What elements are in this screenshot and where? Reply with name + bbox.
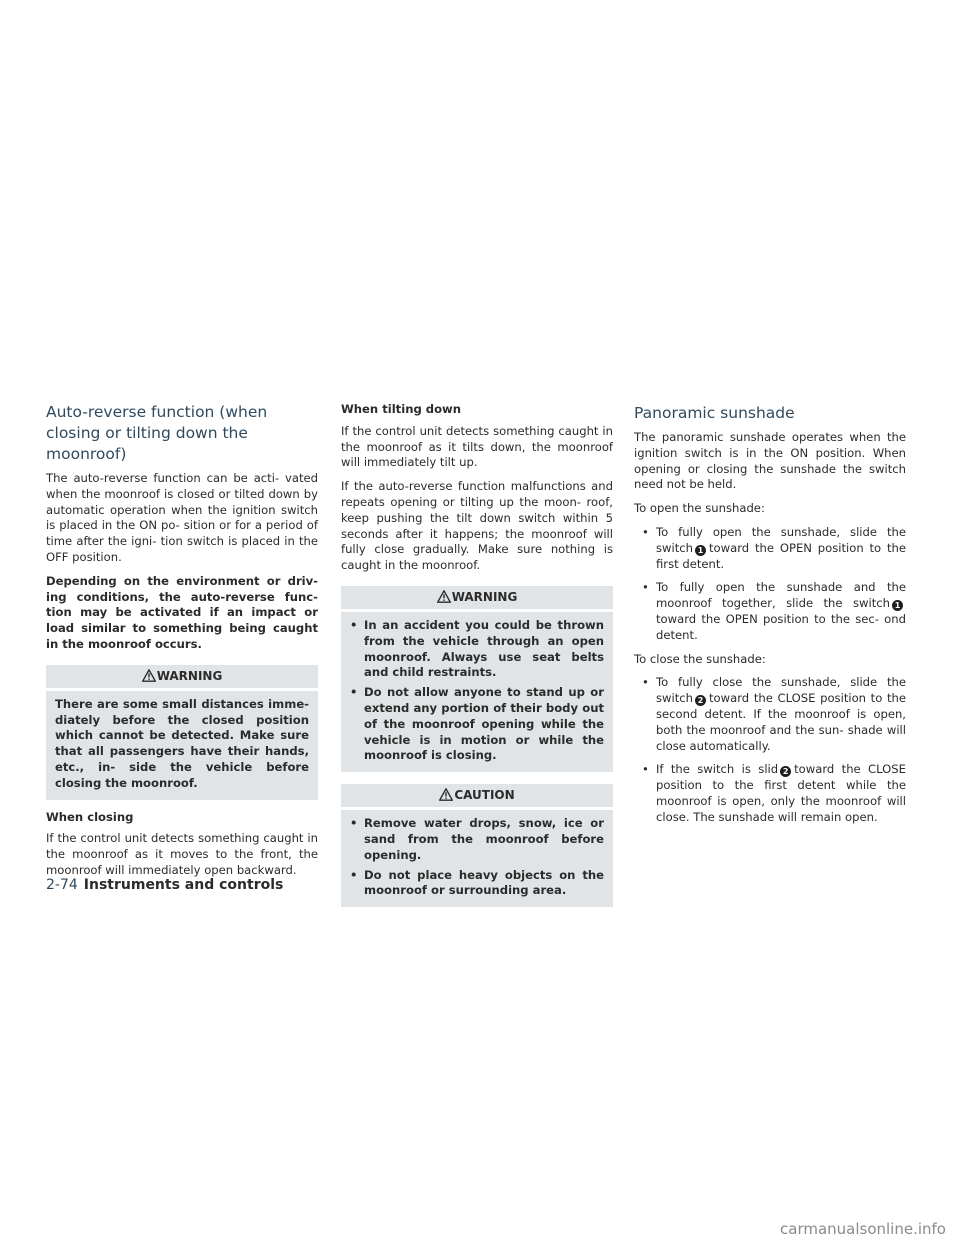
warning-box: [341, 586, 613, 772]
bullet: •: [642, 675, 649, 690]
bullet: •: [350, 617, 358, 632]
list-item: • To fully close the sunshade, slide the switch 2 toward the CLOSE position to the second detent. If the moonroof is open, both the moonroof and the sun- shade will close automatically.: [642, 675, 906, 753]
subheading-open-sunshade: To open the sunshade:: [634, 501, 765, 516]
bullet: •: [350, 867, 358, 882]
caution-box: [341, 784, 613, 907]
paragraph-when-closing: If the control unit detects something caught in the moonroof as it moves to the front, the moonroof will immediately open backward.: [46, 831, 318, 877]
paragraph-sunshade-intro: The panoramic sunshade operates when the ignition switch is in the ON position. When opening or closing the sunshade the switch need not be held.: [634, 430, 906, 492]
warning-item: • Do not allow anyone to stand up or extend any portion of their body out of the moonroof opening while the vehicle is in motion or while the moonroof is closing.: [350, 685, 604, 763]
section-heading-panoramic-sunshade: Panoramic sunshade: [634, 404, 795, 422]
caution-header: [341, 784, 613, 810]
subheading-when-closing: When closing: [46, 809, 134, 824]
bullet: •: [350, 816, 358, 831]
page-footer: [46, 877, 283, 893]
paragraph-when-tilting-down: If the control unit detects something caught in the moonroof as it tilts down, the moonroof will immediately tilt up.: [341, 423, 613, 470]
callout-1-icon: 1: [695, 545, 706, 556]
callout-1-icon: 1: [892, 600, 903, 611]
warning-icon: [142, 669, 156, 682]
column-3: [634, 402, 906, 834]
warning-label: WARNING: [451, 589, 518, 604]
paragraph-malfunction: If the auto-reverse function malfunctions and repeats opening or tilting up the moon- roof, keep pushing the tilt down switch within 5 seconds after it happens; the moonroof will fully close gradually. Make sure nothing is caught in the moonroof.: [341, 479, 613, 573]
bullet: •: [350, 685, 358, 700]
caution-icon: [439, 788, 453, 801]
warning-label: WARNING: [156, 668, 223, 683]
warning-item: • In an accident you could be thrown from the vehicle through an open moonroof. Always use seat belts and child restraints.: [350, 617, 604, 680]
section-heading-auto-reverse: Auto-reverse function (when closing or tilting down the moonroof): [46, 403, 268, 463]
list-item: • To fully open the sunshade and the moonroof together, slide the switch 1toward the OPEN position to the sec- ond detent.: [642, 580, 906, 642]
list-item: • To fully open the sunshade, slide the switch 1 toward the OPEN position to the first detent.: [642, 524, 906, 571]
warning-header: [341, 586, 613, 612]
watermark: carmanualsonline.info: [780, 1220, 946, 1238]
caution-list: [341, 810, 613, 907]
caution-item: • Do not place heavy objects on the moonroof or surrounding area.: [350, 867, 604, 898]
list-item: • If the switch is slid 2 toward the CLOSE position to the first detent while the moonroof is open, only the moonroof will close. The sunshade will remain open.: [642, 762, 906, 824]
warning-box: [46, 665, 318, 800]
page-number: 2-74: [46, 877, 78, 893]
section-title: Instruments and controls: [83, 877, 284, 893]
paragraph-auto-reverse-note: Depending on the environment or driv- ing conditions, the auto-reverse func- tion may be activated if an impact or load similar to something being caught in the moonroof occurs.: [46, 573, 318, 651]
subheading-close-sunshade: To close the sunshade:: [634, 651, 766, 666]
caution-item: • Remove water drops, snow, ice or sand from the moonroof before opening.: [350, 816, 604, 862]
caution-label: CAUTION: [454, 788, 515, 803]
bullet: •: [642, 580, 649, 595]
paragraph-auto-reverse-intro: The auto-reverse function can be acti- vated when the moonroof is closed or tilted down by automatic operation when the ignition switch is placed in the ON po- sition or for a period of time after the igni- tion switch is placed in the OFF position.: [46, 471, 318, 564]
callout-2-icon: 2: [695, 695, 706, 706]
warning-list: [341, 612, 613, 772]
warning-icon: [437, 590, 451, 603]
callout-2-icon: 2: [780, 766, 791, 777]
column-1: [46, 402, 318, 887]
bullet: •: [642, 524, 649, 539]
warning-header: [46, 665, 318, 691]
warning-text: There are some small distances imme- diately before the closed position which cannot be detected. Make sure that all passengers have their hands, etc., in- side the vehicle before closing the moonroof.: [55, 696, 309, 790]
bullet: •: [642, 762, 649, 777]
column-2: [341, 402, 613, 917]
subheading-when-tilting-down: When tilting down: [341, 402, 462, 416]
